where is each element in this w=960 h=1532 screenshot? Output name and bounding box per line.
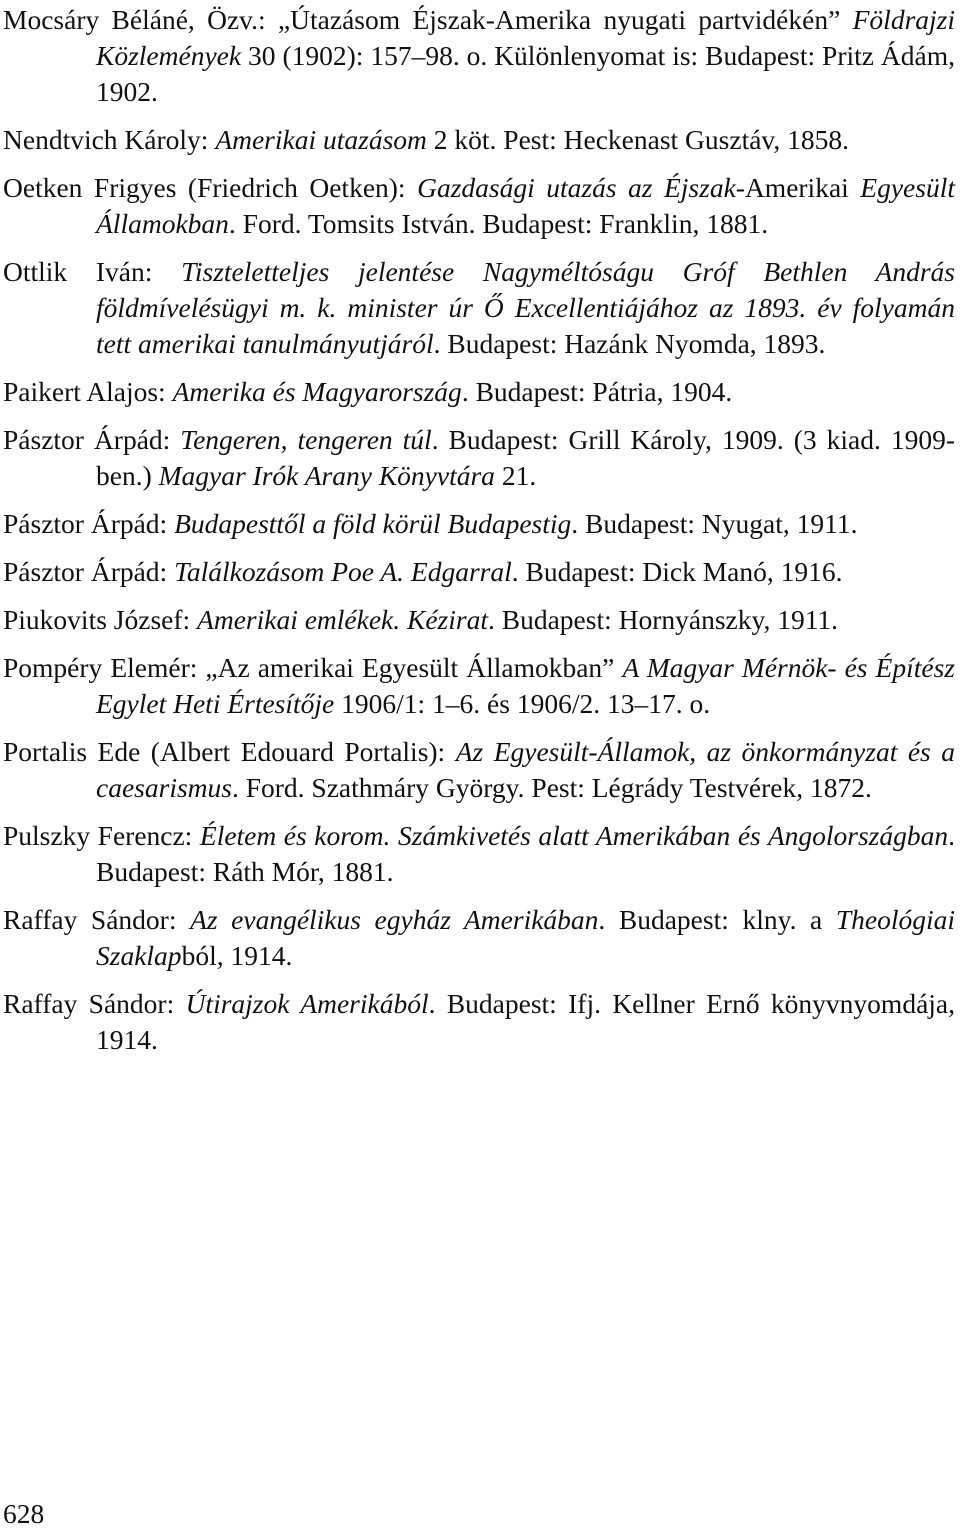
bibliography-entry	[3, 902, 955, 974]
bibliography-entry	[3, 2, 955, 110]
entry-text: Raffay Sándor:	[3, 988, 186, 1019]
bibliography-entry	[3, 122, 955, 158]
entry-text: Pompéry Elemér: „Az amerikai Egyesült Államokban”	[3, 652, 623, 683]
entry-text: 21.	[494, 460, 537, 491]
entry-title-text: Theológiai Szaklap	[96, 904, 956, 971]
entry-text: . Budapest: Ifj. Kellner Ernő könyvnyomdája, 1914.	[96, 988, 955, 1055]
entry-title-text: Az evangélikus egyház Amerikában	[190, 904, 599, 935]
entry-title-text: Tiszteletteljes jelentése Nagyméltóságu Gróf Bethlen András földmívelésügyi m. k. minister úr Ő Excellentiájához az 1893. év folyamán tett amerikai tanulmányutjáról	[96, 256, 955, 359]
entry-title-text: Amerikai utazásom	[215, 124, 427, 155]
bibliography-entry	[3, 818, 955, 890]
entry-text: . Budapest: Hornyánszky, 1911.	[487, 604, 839, 635]
entry-title-text: Életem és korom. Számkivetés alatt Amerikában és Angolországban	[199, 820, 949, 851]
bibliography-list	[3, 0, 955, 1070]
entry-text: . Budapest: klny. a	[598, 904, 836, 935]
bibliography-entry	[3, 554, 955, 590]
entry-title-text: Amerika és Magyarország	[172, 376, 462, 407]
bibliography-entry	[3, 254, 955, 362]
entry-title-text: Tengeren, tengeren túl	[180, 424, 432, 455]
entry-text: . Budapest: Grill Károly, 1909. (3 kiad. 1909-ben.)	[96, 424, 955, 491]
entry-text: 1906/1: 1–6. és 1906/2. 13–17. o.	[334, 688, 711, 719]
entry-text: Piukovits József:	[3, 604, 198, 635]
entry-text: Pásztor Árpád:	[3, 508, 175, 539]
entry-text: . Budapest: Ráth Mór, 1881.	[96, 820, 955, 887]
entry-title-text: Az Egyesült-Államok, az önkormányzat és a caesarismus	[96, 736, 956, 803]
entry-text: Paikert Alajos:	[3, 376, 173, 407]
entry-text: Oetken Frigyes (Friedrich Oetken):	[3, 172, 418, 203]
entry-text: Nendtvich Károly:	[3, 124, 216, 155]
entry-text: Pásztor Árpád:	[3, 556, 175, 587]
entry-text: 2 köt. Pest: Heckenast Gusztáv, 1858.	[426, 124, 850, 155]
entry-text: Ottlik Iván:	[3, 256, 182, 287]
bibliography-entry	[3, 602, 955, 638]
entry-title-text: Földrajzi Közlemények	[96, 4, 955, 71]
entry-title-text: A Magyar Mérnök- és Építész Egylet Heti Értesítője	[96, 652, 955, 719]
entry-text: . Budapest: Dick Manó, 1916.	[511, 556, 843, 587]
entry-title-text: Gazdasági utazás az Éjszak-	[417, 172, 745, 203]
entry-text: . Ford. Tomsits István. Budapest: Franklin, 1881.	[228, 208, 769, 239]
entry-text: ból, 1914.	[181, 940, 293, 971]
bibliography-entry	[3, 734, 955, 806]
bibliography-entry	[3, 650, 955, 722]
entry-title-text: Magyar Irók Arany Könyvtára	[158, 460, 495, 491]
bibliography-entry	[3, 506, 955, 542]
entry-text: Amerikai	[744, 172, 861, 203]
entry-text: Pulszky Ferencz:	[3, 820, 200, 851]
entry-text: Mocsáry Béláné, Özv.: „Útazásom Éjszak-Amerika nyugati partvidékén”	[3, 4, 853, 35]
entry-text: Pásztor Árpád:	[3, 424, 181, 455]
bibliography-entry	[3, 422, 955, 494]
page-number: 628	[3, 1498, 45, 1529]
entry-text: Portalis Ede (Albert Edouard Portalis):	[3, 736, 456, 767]
bibliography-entry	[3, 374, 955, 410]
entry-text: Raffay Sándor:	[3, 904, 191, 935]
entry-title-text: Amerikai emlékek. Kézirat	[197, 604, 488, 635]
entry-title-text: Útirajzok Amerikából	[185, 988, 429, 1019]
bibliography-entry	[3, 986, 955, 1058]
entry-text: 30 (1902): 157–98. o. Különlenyomat is: Budapest: Pritz Ádám, 1902.	[96, 40, 955, 107]
entry-title-text: Egyesült Államokban	[96, 172, 955, 239]
entry-text: . Budapest: Nyugat, 1911.	[571, 508, 858, 539]
entry-title-text: Találkozásom Poe A. Edgarral	[174, 556, 512, 587]
entry-text: . Budapest: Pátria, 1904.	[461, 376, 733, 407]
bibliography-entry	[3, 170, 955, 242]
entry-text: . Ford. Szathmáry György. Pest: Légrády Testvérek, 1872.	[231, 772, 872, 803]
entry-title-text: Budapesttől a föld körül Budapestig	[174, 508, 572, 539]
entry-text: . Budapest: Hazánk Nyomda, 1893.	[433, 328, 826, 359]
